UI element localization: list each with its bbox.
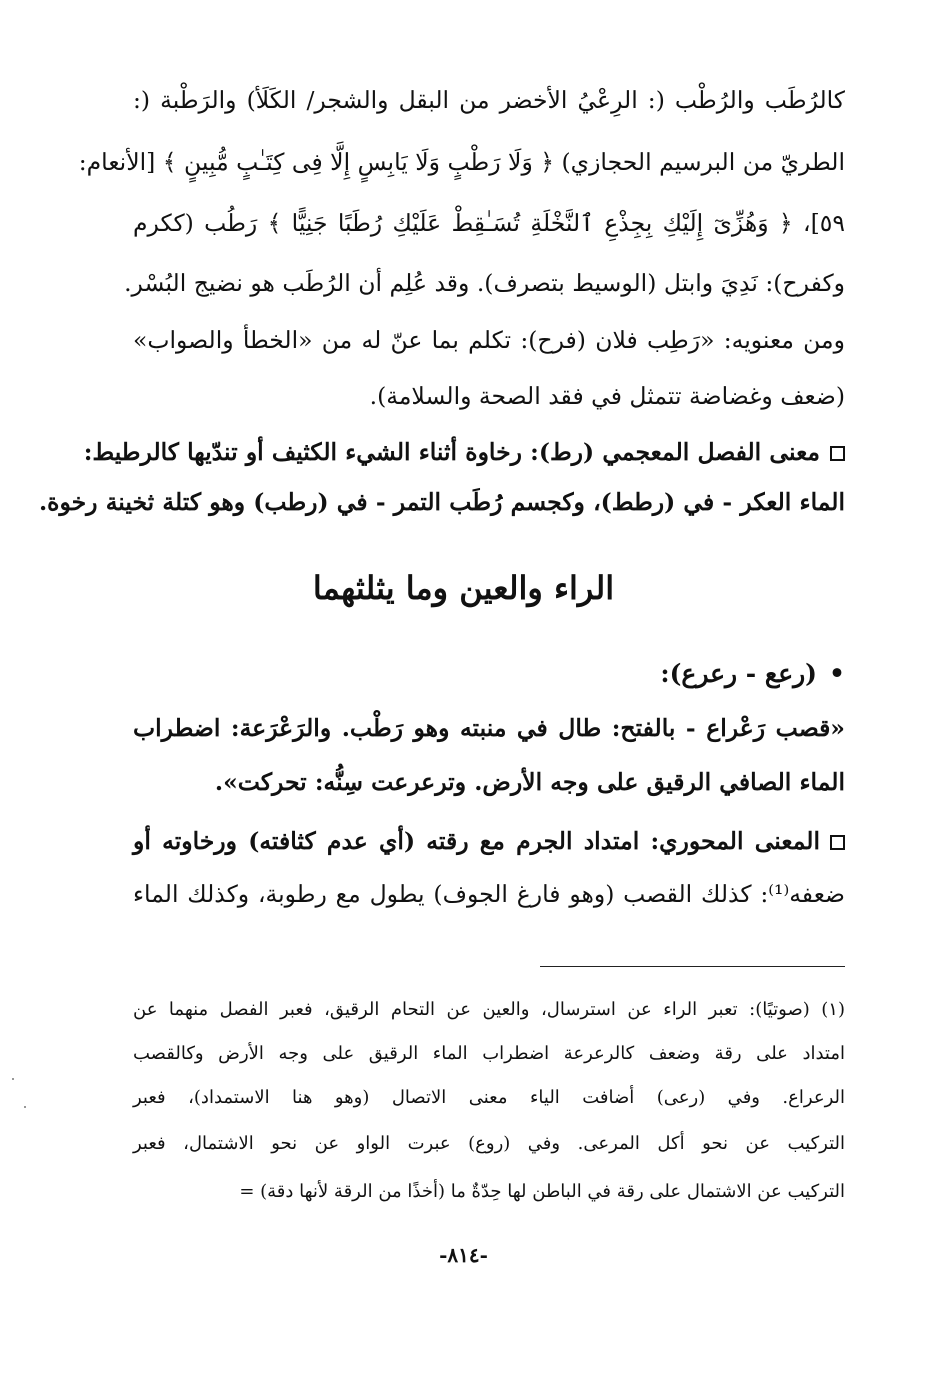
bullet-icon: •: [829, 659, 845, 688]
footnote-separator: [540, 966, 845, 967]
body-line-2: الطريّ من البرسيم الحجازي) ﴿ وَلَا رَطْبٍ وَلَا يَابِسٍ إِلَّا فِى كِتَـٰبٍ مُّبِينٍ ﴾ [الأنعام:: [78, 148, 845, 176]
pivotal-meaning-text-1: المعنى المحوري: امتداد الجرم مع رقته (أي عدم كثافته) ورخاوته أو: [133, 827, 820, 855]
pivotal-meaning-line-2: ضعفه⁽¹⁾: كذلك القصب (وهو فارغ الجوف) يطول مع رطوبة، وكذلك الماء: [133, 880, 845, 908]
footnote-line-5: التركيب عن الاشتمال على رقة في الباطن لها حِدّةٌ ما (أخذًا من الرقة لأنها دقة) =: [239, 1181, 845, 1202]
lexical-meaning-line-2: الماء العكر - في (رطط)، وكجسم رُطَب التمر - في (رطب) وهو كتلة ثخينة رخوة.: [39, 488, 845, 516]
scan-speck: [24, 1106, 26, 1108]
lexical-meaning-text-1: معنى الفصل المعجمي (رط): رخاوة أثناء الشيء الكثيف أو تندّيها كالرطيط:: [83, 438, 820, 466]
footnote-line-2: امتداد على رقة وضعف كالرعرعة اضطراب الماء الرقيق على وجه الأرض وكالقصب: [133, 1043, 845, 1064]
section-heading: الراء والعين وما يثلثهما: [312, 569, 615, 607]
body-line-3: ٥٩]، ﴿ وَهُزِّىٓ إِلَيْكِ بِجِذْعِ ٱلنَّخْلَةِ تُسَـٰقِطْ عَلَيْكِ رُطَبًا جَنِيًّا ﴾ رَطُب (ككرم: [133, 209, 845, 237]
footnote-line-4: التركيب عن نحو أكل المرعى. وفي (روع) عبرت الواو عن نحو الاشتمال، فعبر: [133, 1133, 845, 1154]
pivotal-meaning-line-1: [133, 823, 845, 859]
body-line-6: (ضعف وغضاضة تتمثل في فقد الصحة والسلامة).: [369, 382, 845, 410]
entry-quote-line-2: الماء الصافي الرقيق على وجه الأرض. وترعرعت سِنُّه: تحركت».: [214, 768, 845, 796]
body-line-1: كالرُطَب والرُطْب (: الرِعْيُ الأخضر من البقل والشجر/ الكَلَأ) والرَطْبة (:: [133, 86, 845, 114]
footnote-line-1: (١) (صوتيًا): تعبر الراء عن استرسال، والعين عن التحام الرقيق، فعبر الفصل منهما عن: [133, 999, 845, 1020]
checkbox-icon: [830, 446, 845, 461]
body-line-5: ومن معنويه: «رَطِب فلان (فرح): تكلم بما عنّ له من «الخطأ والصواب»: [133, 326, 845, 354]
page-number: -٨١٤-: [439, 1243, 488, 1267]
entry-quote-line-1: «قصب رَعْراع - بالفتح: طال في منبته وهو رَطْب. والرَعْرَعة: اضطراب: [133, 714, 845, 742]
entry-title: (رعع - رعرع):: [660, 659, 818, 688]
body-line-4: وكفرح): نَدِيَ وابتل (الوسيط بتصرف). وقد عُلِم أن الرُطَب هو نضيج البُسْر.: [124, 269, 845, 297]
entry-title-line: [660, 655, 845, 693]
checkbox-icon: [830, 835, 845, 850]
scan-speck: [12, 1078, 14, 1080]
footnote-line-3: الرعراع. وفي (رعى) أضافت الياء معنى الاتصال (وهو هنا الاستمداد)، فعبر: [133, 1087, 845, 1108]
lexical-meaning-line-1: [83, 434, 845, 470]
